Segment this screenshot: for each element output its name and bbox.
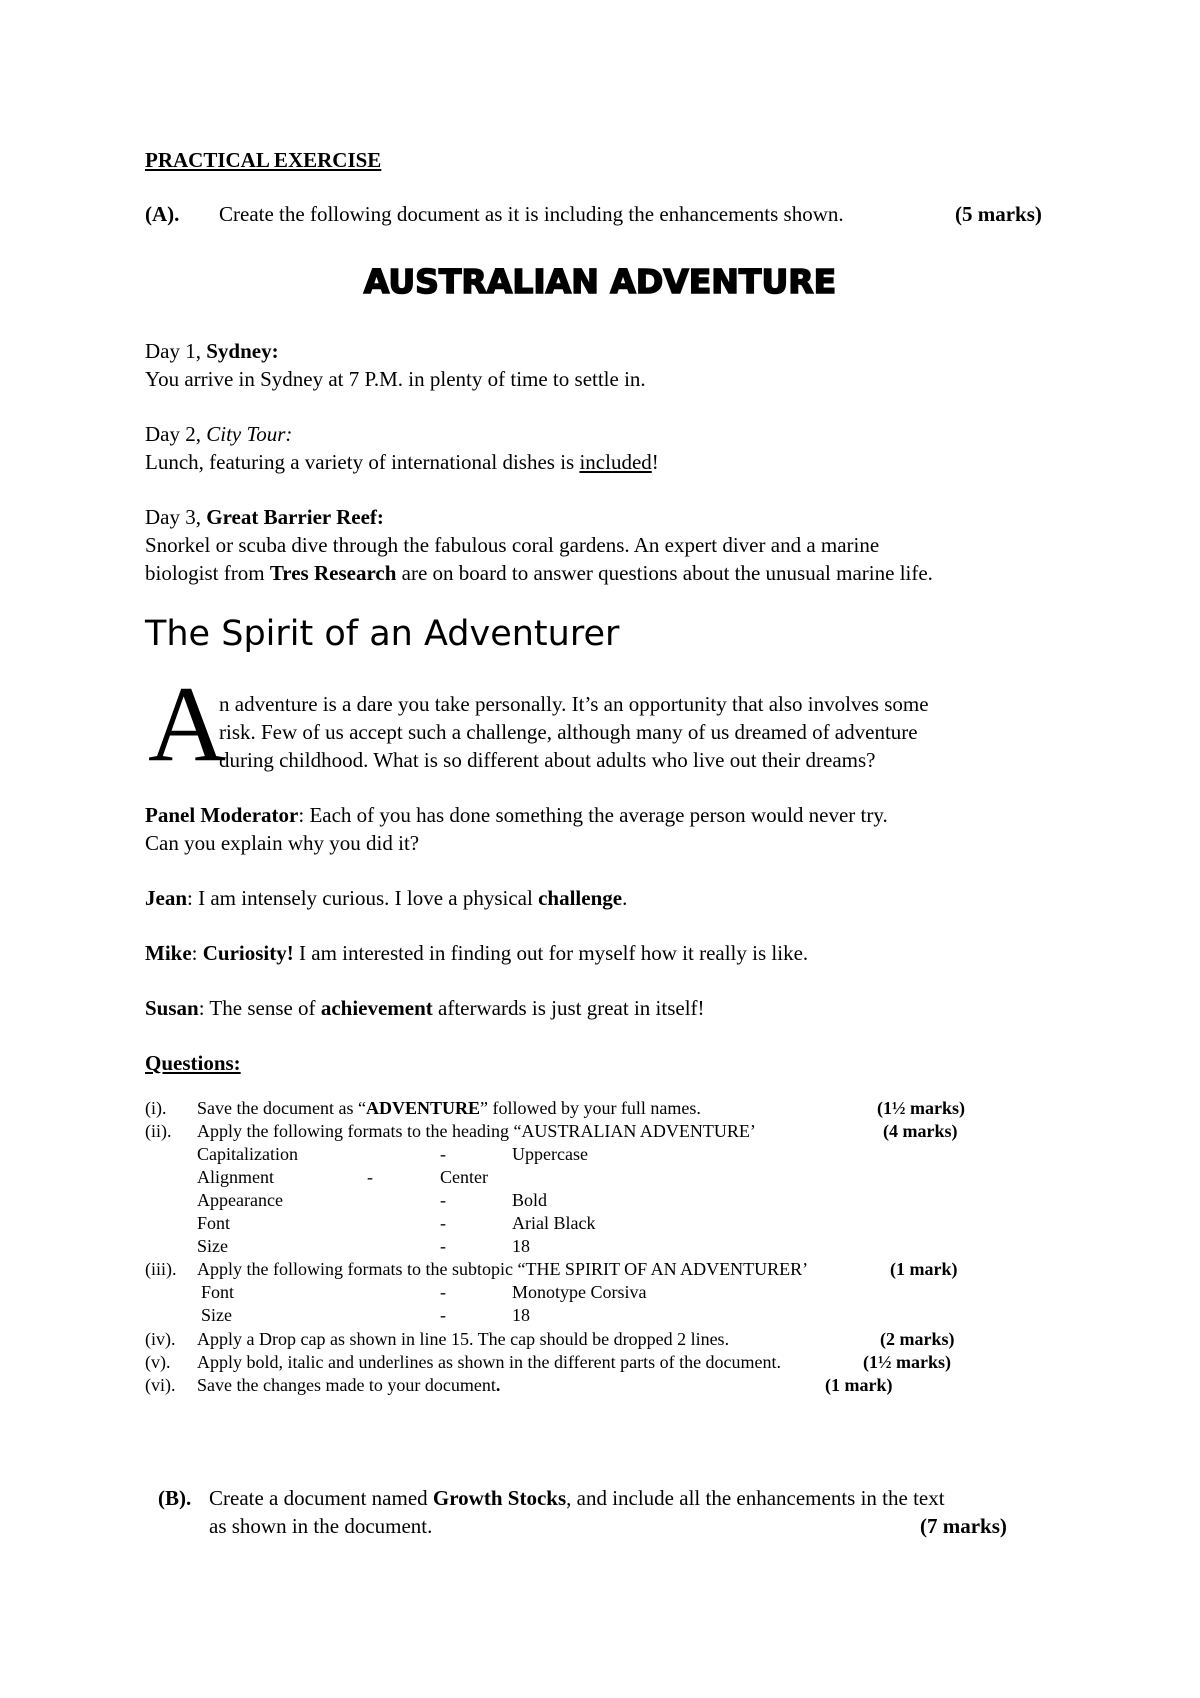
q4-number: (iv). xyxy=(145,1329,176,1349)
q4-text: Apply a Drop cap as shown in line 15. The cap should be dropped 2 lines. xyxy=(197,1329,730,1349)
part-a-marks: (5 marks) xyxy=(955,202,1042,226)
q2-number: (ii). xyxy=(145,1121,172,1141)
part-b-text-start: Create a document named xyxy=(209,1486,433,1510)
q3-number: (iii). xyxy=(145,1259,177,1279)
q2-format-value-1: Uppercase xyxy=(512,1144,588,1164)
susan-text: : The sense of xyxy=(198,996,321,1020)
mike-name: Mike xyxy=(145,941,192,965)
q2-format-dash-2: - xyxy=(367,1167,373,1187)
q2-format-name-3: Appearance xyxy=(197,1190,283,1210)
part-b-label: (B). xyxy=(158,1486,192,1510)
subtopic-heading: The Spirit of an Adventurer xyxy=(145,614,620,654)
day-2-body-underlined: included xyxy=(579,450,652,474)
q2-marks: (4 marks) xyxy=(883,1121,958,1141)
day-2-body-start: Lunch, featuring a variety of international dishes is xyxy=(145,450,580,474)
moderator-text: : Each of you has done something the average person would never try. xyxy=(298,803,888,827)
q1-text-bold: ADVENTURE xyxy=(365,1098,480,1118)
mike-sep: : xyxy=(191,941,203,965)
drop-cap-letter: A xyxy=(148,665,226,784)
intro-line-2: risk. Few of us accept such a challenge, although many of us dreamed of adventure xyxy=(219,720,918,744)
day-3-body-line-2-end: are on board to answer questions about the unusual marine life. xyxy=(396,561,933,585)
q1-marks: (1½ marks) xyxy=(877,1098,965,1118)
q3-format-name-1: Font xyxy=(201,1282,235,1302)
day-3-prefix: Day 3, xyxy=(145,505,207,529)
q6-text-period: . xyxy=(495,1375,501,1395)
q3-format-value-2: 18 xyxy=(512,1305,530,1325)
page-title: PRACTICAL EXERCISE xyxy=(145,148,382,172)
day-1-body: You arrive in Sydney at 7 P.M. in plenty of time to settle in. xyxy=(145,367,646,391)
q6-text xyxy=(197,1374,500,1397)
q2-format-value-2: Center xyxy=(440,1167,488,1187)
part-b-line-2: as shown in the document. xyxy=(209,1514,433,1538)
day-3-body-line-1: Snorkel or scuba dive through the fabulous coral gardens. An expert diver and a marine xyxy=(145,533,880,557)
mike-line xyxy=(145,939,808,967)
day-3-title xyxy=(145,503,384,531)
jean-text: : I am intensely curious. I love a physical xyxy=(187,886,539,910)
intro-line-3: during childhood. What is so different about adults who live out their dreams? xyxy=(219,748,876,772)
jean-end: . xyxy=(622,886,628,910)
q1-text xyxy=(197,1097,701,1120)
jean-line xyxy=(145,884,627,912)
susan-line xyxy=(145,994,705,1022)
q2-format-dash-5: - xyxy=(440,1236,446,1256)
q2-format-name-1: Capitalization xyxy=(197,1144,298,1164)
moderator-name: Panel Moderator xyxy=(145,803,299,827)
susan-end: afterwards is just great in itself! xyxy=(432,996,705,1020)
q3-marks: (1 mark) xyxy=(890,1259,958,1279)
q4-marks: (2 marks) xyxy=(880,1329,955,1349)
q2-format-name-4: Font xyxy=(197,1213,231,1233)
q6-marks: (1 mark) xyxy=(825,1375,893,1395)
day-1-prefix: Day 1, xyxy=(145,339,207,363)
mike-text: I am interested in finding out for myself how it really is like. xyxy=(293,941,809,965)
moderator-line-2: Can you explain why you did it? xyxy=(145,831,420,855)
q3-format-value-1: Monotype Corsiva xyxy=(512,1282,647,1302)
day-1-title xyxy=(145,337,279,365)
q6-number: (vi). xyxy=(145,1375,176,1395)
jean-bold: challenge xyxy=(538,886,623,910)
q2-format-value-4: Arial Black xyxy=(512,1213,596,1233)
q2-format-dash-1: - xyxy=(440,1144,446,1164)
mike-bold: Curiosity! xyxy=(202,941,294,965)
day-3-body-line-2-start: biologist from xyxy=(145,561,270,585)
day-2-place: City Tour: xyxy=(206,422,293,446)
q2-format-dash-4: - xyxy=(440,1213,446,1233)
q1-text-start: Save the document as “ xyxy=(197,1098,366,1118)
q6-text-main: Save the changes made to your document xyxy=(197,1375,496,1395)
q2-format-value-3: Bold xyxy=(512,1190,548,1210)
document-heading: AUSTRALIAN ADVENTURE xyxy=(363,262,837,301)
q3-format-dash-2: - xyxy=(440,1305,446,1325)
day-2-prefix: Day 2, xyxy=(145,422,207,446)
susan-bold: achievement xyxy=(320,996,433,1020)
q2-format-name-5: Size xyxy=(197,1236,228,1256)
day-3-body-line-2 xyxy=(145,559,933,587)
q1-text-end: ” followed by your full names. xyxy=(479,1098,701,1118)
q2-format-dash-3: - xyxy=(440,1190,446,1210)
part-b-text-end: , and include all the enhancements in the text xyxy=(566,1486,945,1510)
q2-format-name-2: Alignment xyxy=(197,1167,274,1187)
jean-name: Jean xyxy=(145,886,187,910)
susan-name: Susan xyxy=(145,996,199,1020)
q2-format-value-5: 18 xyxy=(512,1236,530,1256)
q5-number: (v). xyxy=(145,1352,171,1372)
q2-text: Apply the following formats to the heading “AUSTRALIAN ADVENTURE’ xyxy=(197,1121,756,1141)
part-b-text-bold: Growth Stocks xyxy=(432,1486,567,1510)
day-3-place: Great Barrier Reef: xyxy=(206,505,384,529)
part-b-line-1 xyxy=(209,1484,945,1512)
part-a-instruction: Create the following document as it is including the enhancements shown. xyxy=(219,202,844,226)
part-b-marks: (7 marks) xyxy=(920,1514,1007,1538)
q5-marks: (1½ marks) xyxy=(863,1352,951,1372)
q3-format-dash-1: - xyxy=(440,1282,446,1302)
q1-number: (i). xyxy=(145,1098,167,1118)
day-3-body-line-2-bold: Tres Research xyxy=(269,561,397,585)
questions-title: Questions: xyxy=(145,1051,241,1075)
day-2-body-end: ! xyxy=(651,450,659,474)
day-2-body xyxy=(145,448,659,476)
intro-line-1: n adventure is a dare you take personally. It’s an opportunity that also involves some xyxy=(219,692,929,716)
q3-text: Apply the following formats to the subtopic “THE SPIRIT OF AN ADVENTURER’ xyxy=(197,1259,809,1279)
q3-format-name-2: Size xyxy=(201,1305,232,1325)
moderator-line-1 xyxy=(145,801,888,829)
part-a-label: (A). xyxy=(145,202,180,226)
day-1-place: Sydney: xyxy=(206,339,279,363)
q5-text: Apply bold, italic and underlines as shown in the different parts of the document. xyxy=(197,1352,782,1372)
day-2-title xyxy=(145,420,292,448)
